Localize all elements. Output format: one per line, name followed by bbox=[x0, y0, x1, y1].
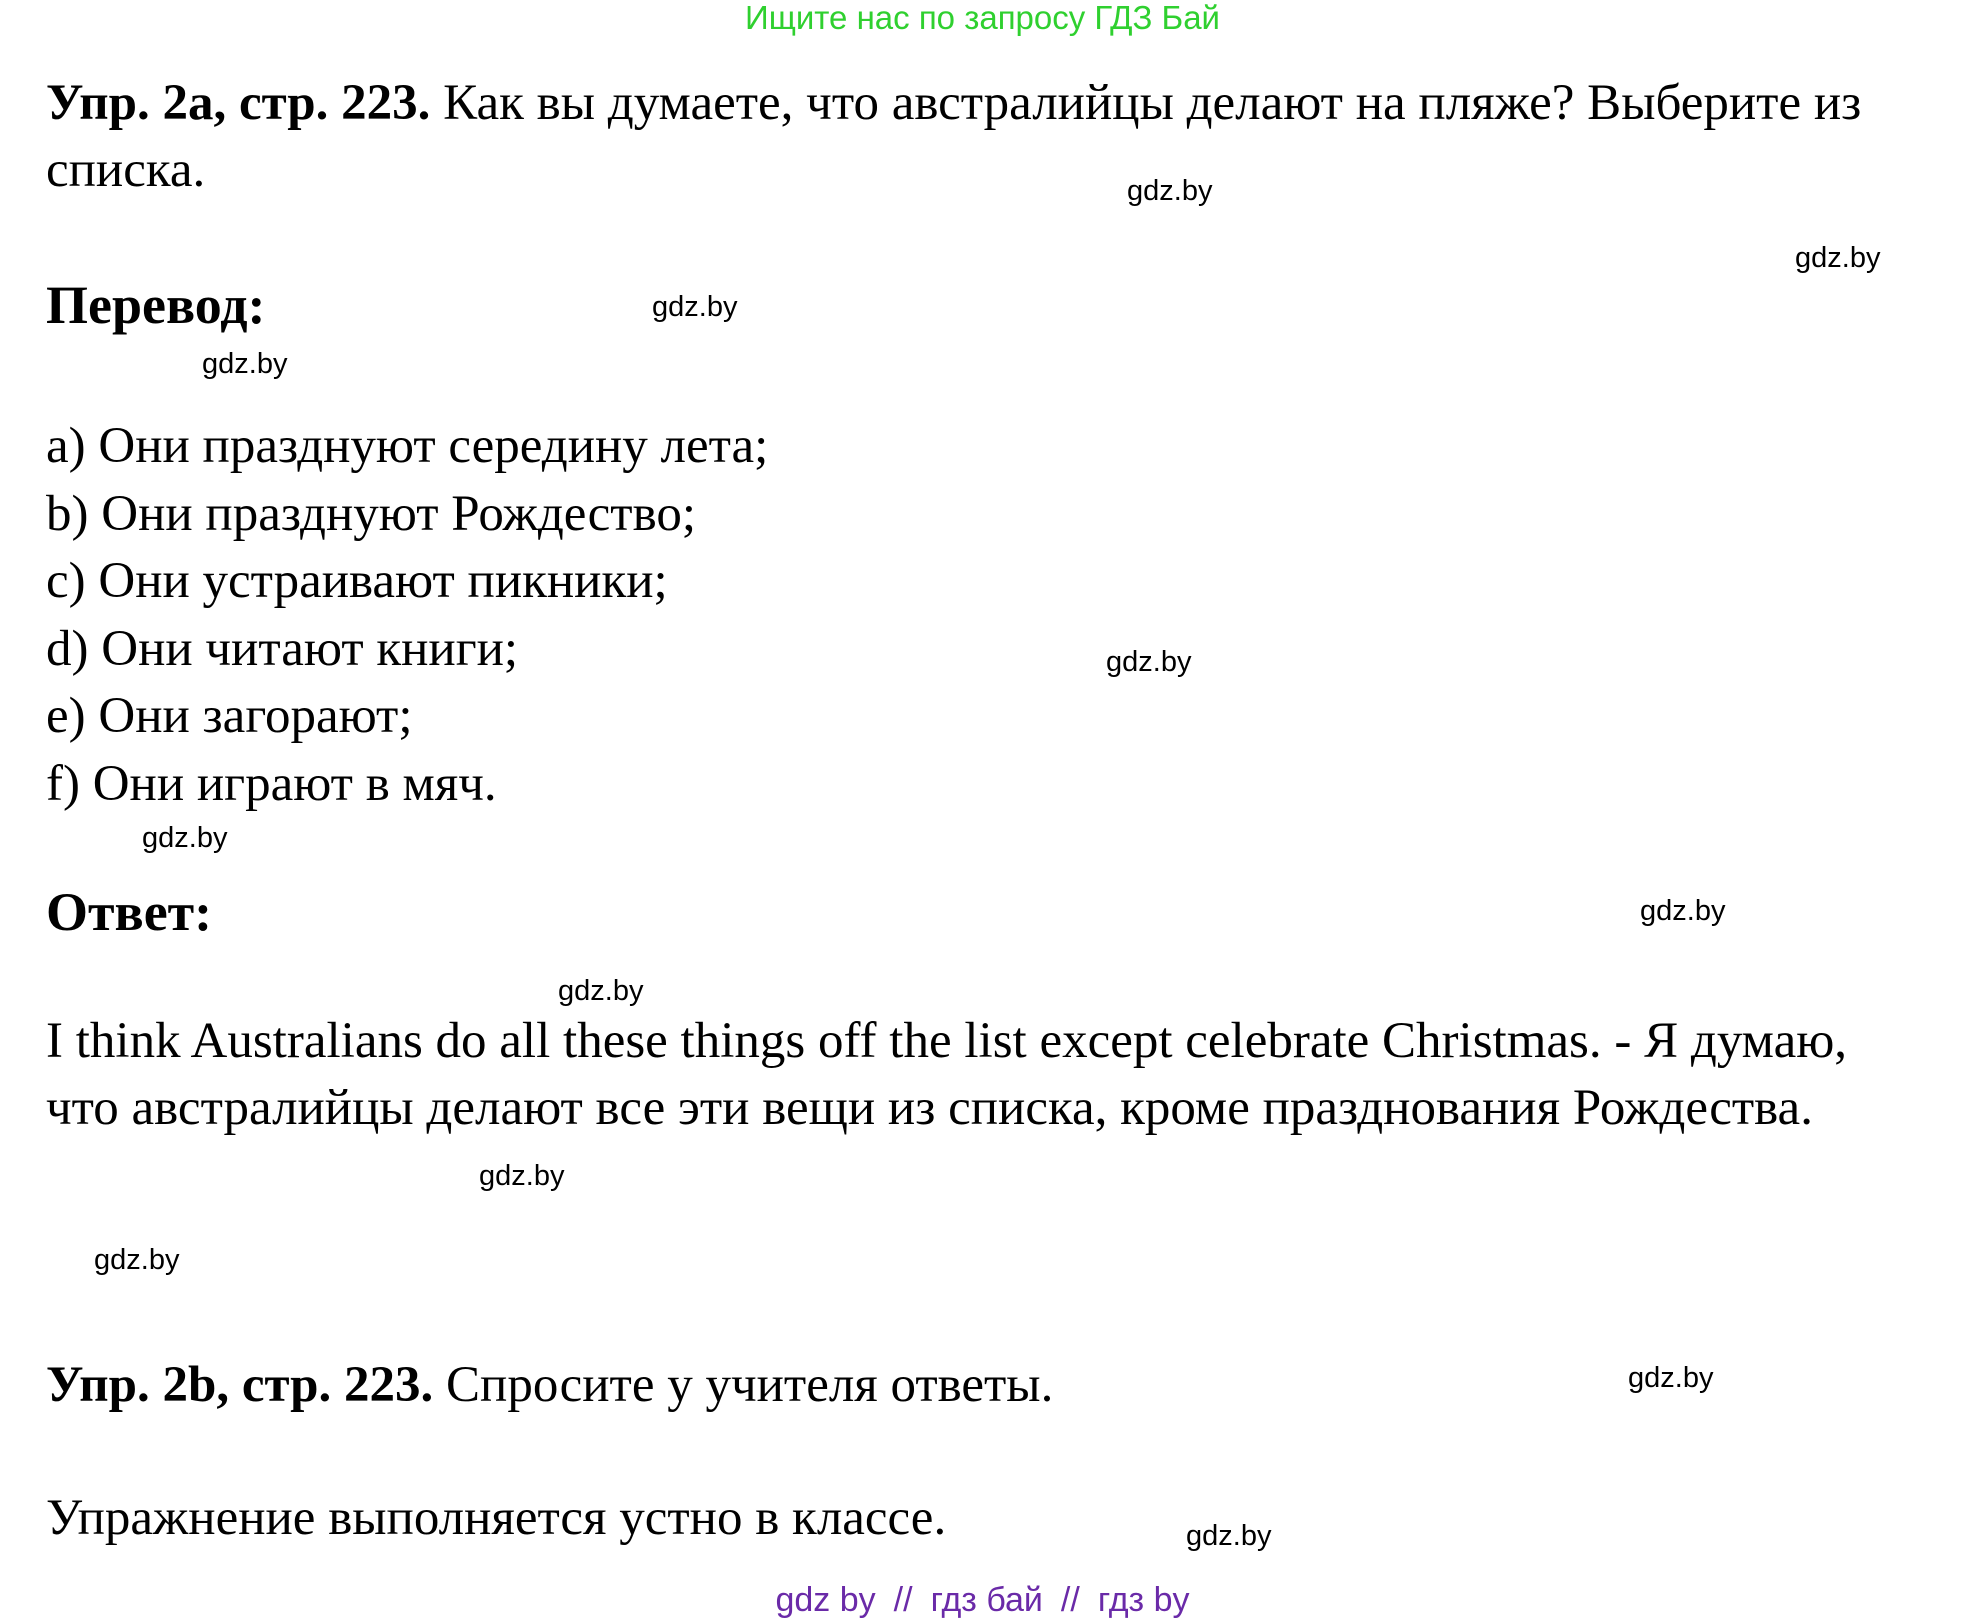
watermark: gdz.by bbox=[1186, 1520, 1272, 1552]
footer-link-gdz-by-cyrillic[interactable]: гдз by bbox=[1097, 1581, 1190, 1619]
watermark: gdz.by bbox=[94, 1244, 180, 1276]
watermark: gdz.by bbox=[1127, 175, 1213, 207]
watermark: gdz.by bbox=[1795, 242, 1881, 274]
footer-links bbox=[0, 1582, 1965, 1618]
exercise-2a-label: Упр. 2a, стр. 223. bbox=[46, 75, 431, 131]
exercise-2b-text: Спросите у учителя ответы. bbox=[433, 1357, 1054, 1413]
footer-link-gdz-by[interactable]: gdz by bbox=[775, 1581, 876, 1619]
list-item: c) Они устраивают пикники; bbox=[46, 553, 668, 609]
list-item: e) Они загорают; bbox=[46, 688, 413, 744]
answer-text: I think Australians do all these things off the list except celebrate Christmas. - Я думаю, что австралийцы делают все эти вещи из списка, кроме празднования Рождества. bbox=[46, 1013, 1848, 1136]
list-item: b) Они празднуют Рождество; bbox=[46, 485, 697, 542]
list-item: d) Они читают книги; bbox=[46, 620, 519, 677]
watermark: gdz.by bbox=[202, 348, 288, 380]
list-item: a) Они празднуют середину лета; bbox=[46, 418, 769, 474]
watermark: gdz.by bbox=[652, 291, 738, 323]
watermark: gdz.by bbox=[1640, 895, 1726, 927]
translation-list bbox=[46, 413, 768, 818]
footer-separator: // bbox=[893, 1581, 913, 1619]
watermark: gdz.by bbox=[1628, 1362, 1714, 1394]
watermark: gdz.by bbox=[142, 822, 228, 854]
list-item: f) Они играют в мяч. bbox=[46, 755, 497, 812]
answer-heading: Ответ: bbox=[46, 882, 213, 942]
oral-exercise-note: Упражнение выполняется устно в классе. bbox=[46, 1490, 947, 1546]
watermark: gdz.by bbox=[479, 1160, 565, 1192]
exercise-2b-label: Упр. 2b, стр. 223. bbox=[46, 1357, 434, 1413]
footer-separator: // bbox=[1060, 1581, 1080, 1619]
top-banner[interactable]: Ищите нас по запросу ГДЗ Бай bbox=[745, 0, 1220, 36]
exercise-2a bbox=[46, 70, 1926, 204]
translation-heading: Перевод: bbox=[46, 275, 266, 335]
exercise-2a-text: Как вы думаете, что австралийцы делают на пляже? Выберите из списка. bbox=[46, 75, 1862, 198]
footer-link-gdz-bai[interactable]: гдз бай bbox=[930, 1581, 1043, 1619]
watermark: gdz.by bbox=[1106, 646, 1192, 678]
watermark: gdz.by bbox=[558, 975, 644, 1007]
